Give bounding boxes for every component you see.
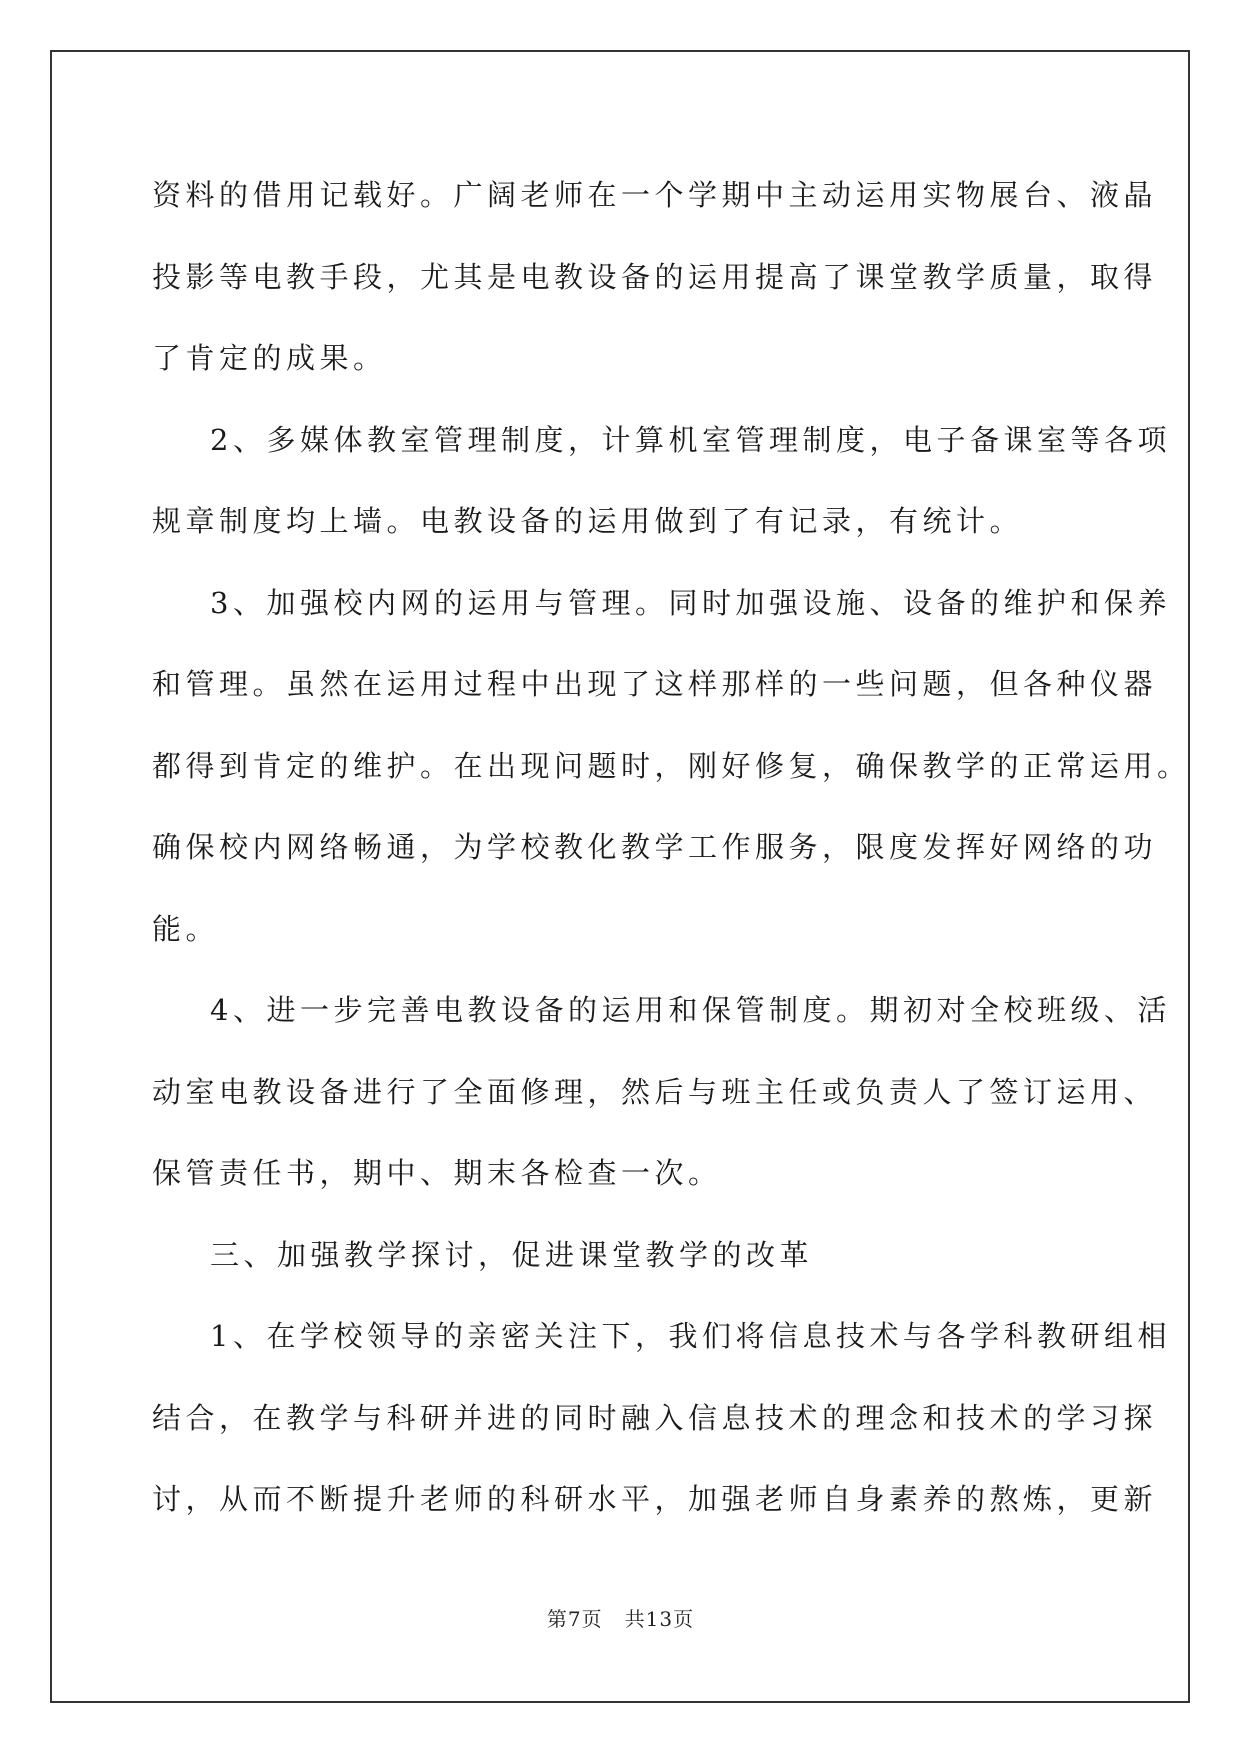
text-line: 资料的借用记载好。广阔老师在一个学期中主动运用实物展台、液晶 <box>152 178 1158 212</box>
page-number-current: 第7页 <box>546 1607 603 1631</box>
paragraph-item-4 <box>152 970 1171 1215</box>
text-line: 结合，在教学与科研并进的同时融入信息技术的理念和技术的学习探 <box>152 1400 1158 1435</box>
text-line: 三、加强教学探讨，促进课堂教学的改革 <box>210 1237 814 1272</box>
page-number-total: 共13页 <box>624 1607 695 1631</box>
text-line: 和管理。虽然在运用过程中出现了这样那样的一些问题，但各种仪器 <box>152 667 1158 701</box>
text-line: 了肯定的成果。 <box>152 341 387 375</box>
text-line: 确保校内网络畅通，为学校教化教学工作服务，限度发挥好网络的功 <box>152 830 1158 864</box>
paragraph-equipment-loan <box>152 155 1158 400</box>
paragraph-item-3 <box>152 563 1191 971</box>
paragraph-item-2 <box>152 400 1171 563</box>
text-line: 讨，从而不断提升老师的科研水平，加强老师自身素养的熬炼，更新 <box>152 1482 1158 1516</box>
text-line: 都得到肯定的维护。在出现问题时，刚好修复，确保教学的正常运用。 <box>152 748 1191 783</box>
document-body <box>152 155 1191 1541</box>
text-line: 3、加强校内网的运用与管理。同时加强设施、设备的维护和保养 <box>210 585 1171 620</box>
text-line: 4、进一步完善电教设备的运用和保管制度。期初对全校班级、活 <box>210 993 1171 1027</box>
page-footer <box>0 1603 1241 1632</box>
paragraph-section3-item-1 <box>152 1296 1171 1541</box>
text-line: 投影等电教手段，尤其是电教设备的运用提高了课堂教学质量，取得 <box>152 259 1158 294</box>
text-line: 1、在学校领导的亲密关注下，我们将信息技术与各学科教研组相 <box>210 1319 1171 1353</box>
text-line: 能。 <box>152 911 220 946</box>
text-line: 规章制度均上墙。电教设备的运用做到了有记录，有统计。 <box>152 504 1024 538</box>
section-heading-3 <box>152 1215 1097 1297</box>
text-line: 2、多媒体教室管理制度，计算机室管理制度，电子备课室等各项 <box>210 422 1171 457</box>
text-line: 动室电教设备进行了全面修理，然后与班主任或负责人了签订运用、 <box>152 1074 1158 1109</box>
text-line: 保管责任书，期中、期末各检查一次。 <box>152 1156 722 1190</box>
